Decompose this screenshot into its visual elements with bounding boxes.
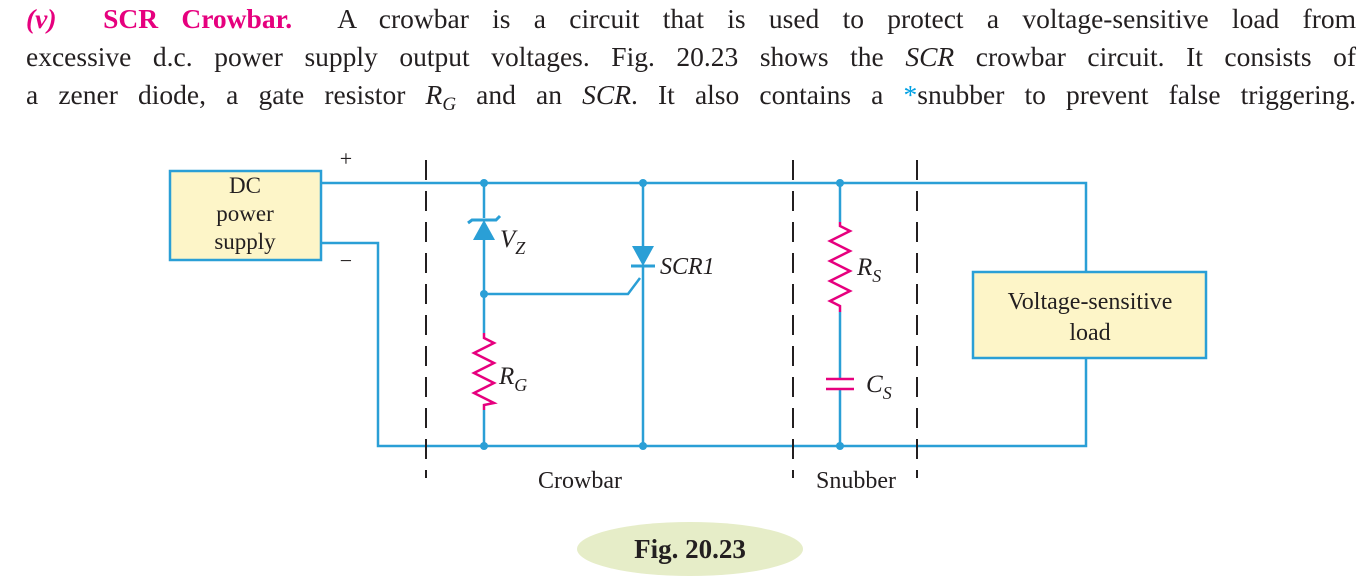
rg-resistor: [474, 333, 494, 410]
footnote-asterisk: *: [903, 79, 918, 110]
dc-supply-line-2: power: [216, 201, 274, 226]
paragraph-line-2: excessive d.c. power supply output voltages. Fig. 20.23 shows the SCR crowbar circuit. It consists of: [26, 41, 1356, 72]
cs-capacitor: [826, 379, 854, 389]
load-line-2: load: [1069, 320, 1111, 346]
zener-diode: [468, 216, 500, 240]
junction-dot: [836, 179, 844, 187]
rs-label: $R_S$: [857, 254, 882, 286]
junction-dot: [480, 290, 488, 298]
dc-supply-line-1: DC: [229, 173, 261, 198]
dc-supply-line-3: supply: [214, 229, 276, 254]
paragraph-line-1: (v) SCR Crowbar. A crowbar is a circuit that is used to protect a voltage-sensitive load from: [26, 3, 1357, 34]
junction-dot: [480, 442, 488, 450]
load-line-1: Voltage-sensitive: [1007, 289, 1173, 315]
cs-label: $C_S$: [866, 371, 892, 403]
wires: [321, 183, 1086, 446]
junctions: [480, 179, 844, 450]
snubber-section-label: Snubber: [816, 468, 896, 494]
junction-dot: [836, 442, 844, 450]
paragraph-line-3: a zener diode, a gate resistor $R_G$ and an SCR. It also contains a *snubber to prevent false triggering.: [26, 79, 1356, 115]
scr-label: SCR1: [660, 254, 715, 280]
section-heading: (v) SCR Crowbar.: [26, 3, 293, 34]
junction-dot: [639, 179, 647, 187]
plus-sign: +: [339, 146, 353, 171]
junction-dot: [639, 442, 647, 450]
section-dividers: [426, 160, 917, 478]
figure-caption: Fig. 20.23: [577, 522, 803, 576]
gate-wire: [484, 278, 640, 294]
crowbar-section-label: Crowbar: [538, 468, 622, 494]
vz-label: $V_Z$: [500, 226, 526, 258]
scr-symbol: [631, 246, 655, 266]
rs-resistor: [830, 222, 850, 312]
junction-dot: [480, 179, 488, 187]
minus-sign: −: [339, 248, 353, 273]
rg-label: $R_G$: [499, 363, 528, 395]
